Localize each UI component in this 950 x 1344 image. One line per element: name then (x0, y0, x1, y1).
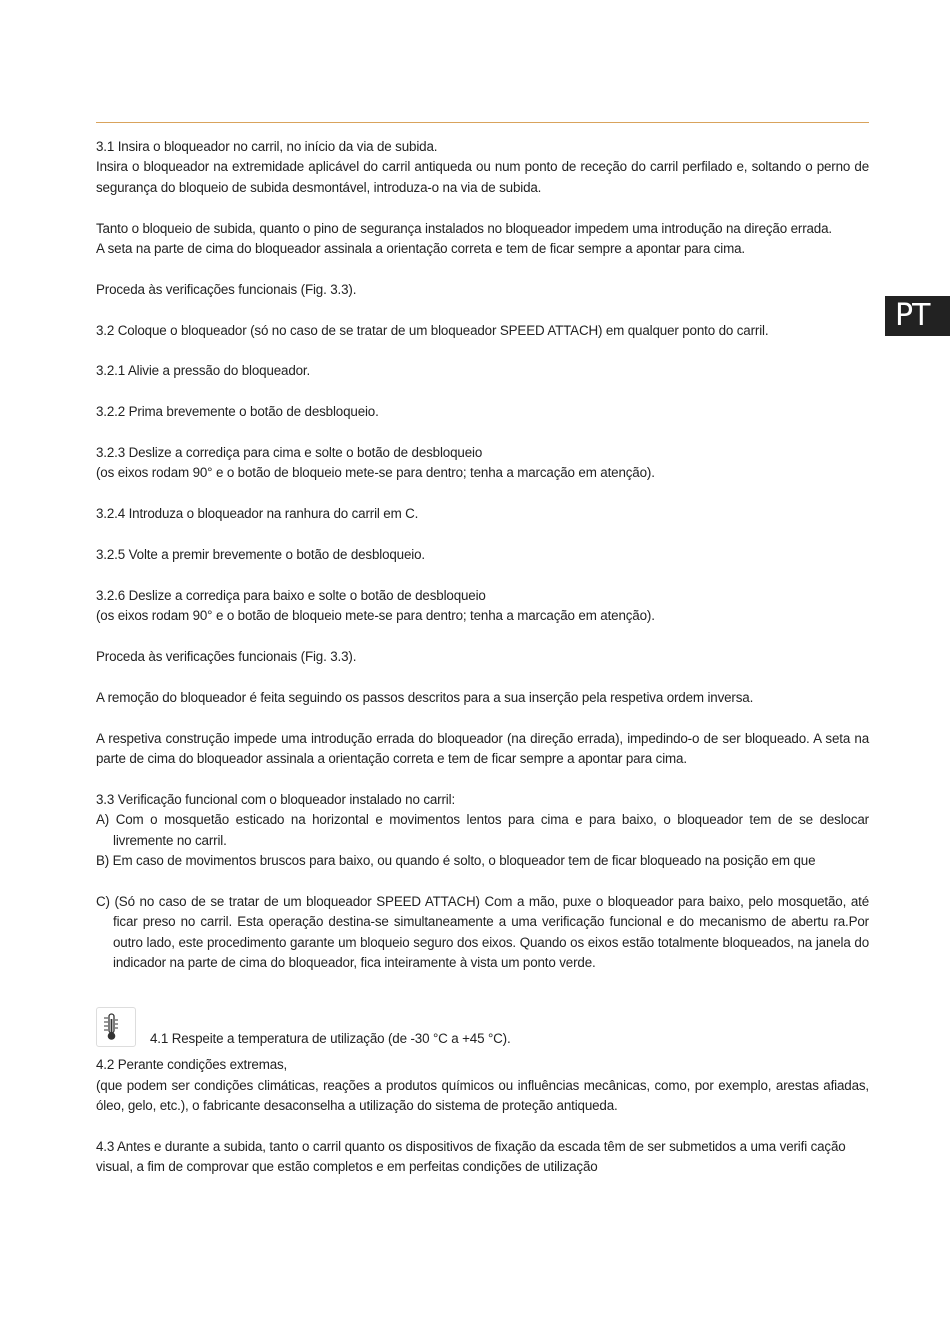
thermometer-icon (96, 1007, 136, 1047)
check-item-a: A) Com o mosquetão esticado na horizontal e movimentos lentos para cima e para baixo, o bloqueador tem de se deslocar livremente no carril. (96, 812, 869, 848)
step-3-3: 3.3 Verificação funcional com o bloqueador instalado no carril: (96, 791, 456, 807)
step-4-2-body: (que podem ser condições climáticas, reações a produtos químicos ou influências mecânicas, como, por exemplo, arestas afiadas, óleo, gelo, etc.), o fabricante desaconselha a utilização do sistema de proteção antiqueda. (96, 1077, 869, 1114)
construction-note: A respetiva construção impede uma introdução errada do bloqueador (na direção errada), impedindo-o de ser bloqueado. A seta na parte de cima do bloqueador assinala a orientação correta e tem de ficar sempre a apontar para cima. (96, 730, 869, 766)
step-4-1: 4.1 Respeite a temperatura de utilização (de -30 °C a +45 °C). (150, 1031, 511, 1047)
header-rule (96, 122, 869, 123)
step-3-2-6-note: (os eixos rodam 90° e o botão de bloqueio mete-se para dentro; tenha a marcação em atenção). (96, 608, 655, 624)
language-tab: PT (885, 296, 950, 336)
step-3-2-6: 3.2.6 Deslize a corrediça para baixo e solte o botão de desbloqueio (96, 587, 486, 603)
removal-note: A remoção do bloqueador é feita seguindo os passos descritos para a sua inserção pela respetiva ordem inversa. (96, 689, 754, 705)
page-content (96, 137, 869, 1178)
functional-checks-note: Proceda às verificações funcionais (Fig. 3.3). (96, 649, 357, 664)
step-3-1-body: Insira o bloqueador na extremidade aplicável do carril antiqueda ou num ponto de receção do carril perfilado e, soltando o perno de segurança do bloqueio de subida desmontável, introduza-o na via de subida. (96, 159, 869, 195)
step-3-2: 3.2 Coloque o bloqueador (só no caso de se tratar de um bloqueador SPEED ATTACH) em qualquer ponto do carril. (96, 322, 769, 338)
step-4-2-title: 4.2 Perante condições extremas, (96, 1057, 288, 1073)
step-3-2-3: 3.2.3 Deslize a corrediça para cima e solte o botão de desbloqueio (96, 445, 483, 460)
step-3-2-5: 3.2.5 Volte a premir brevemente o botão de desbloqueio. (96, 547, 425, 562)
step-3-2-4: 3.2.4 Introduza o bloqueador na ranhura do carril em C. (96, 506, 419, 522)
step-3-2-3-note: (os eixos rodam 90° e o botão de bloqueio mete-se para dentro; tenha a marcação em atenção). (96, 465, 655, 481)
check-item-b: B) Em caso de movimentos bruscos para baixo, ou quando é solto, o bloqueador tem de ficar bloqueado na posição em que (96, 853, 816, 869)
step-3-1-note-b: A seta na parte de cima do bloqueador assinala a orientação correta e tem de ficar sempre a apontar para cima. (96, 241, 745, 257)
step-3-2-1: 3.2.1 Alivie a pressão do bloqueador. (96, 363, 311, 379)
check-item-c: C) (Só no caso de se tratar de um bloqueador SPEED ATTACH) Com a mão, puxe o bloqueador para baixo, pelo mosquetão, até ficar preso no carril. Esta operação destina-se simultaneamente a uma verificação funcional e do mecanismo de abertu ra.Por outro lado, este procedimento garante um bloqueio seguro dos eixos. Quando os eixos estão totalmente bloqueados, na janela do indicador na parte de cima do bloqueador, fica inteiramente à vista um ponto verde. (96, 893, 869, 971)
step-3-1-note-a: Tanto o bloqueio de subida, quanto o pino de segurança instalados no bloqueador impedem uma introdução na direção errada. (96, 220, 832, 236)
functional-checks-note: Proceda às verificações funcionais (Fig. 3.3). (96, 281, 357, 297)
step-3-2-2: 3.2.2 Prima brevemente o botão de desbloqueio. (96, 404, 379, 420)
temperature-row (96, 1011, 869, 1055)
step-3-1-title: 3.1 Insira o bloqueador no carril, no início da via de subida. (96, 139, 438, 154)
step-4-3: 4.3 Antes e durante a subida, tanto o carril quanto os dispositivos de fixação da escada têm de ser submetidos a uma verifi cação visual, a fim de comprovar que estão completos e em perfeitas condições de utilização (96, 1139, 846, 1175)
